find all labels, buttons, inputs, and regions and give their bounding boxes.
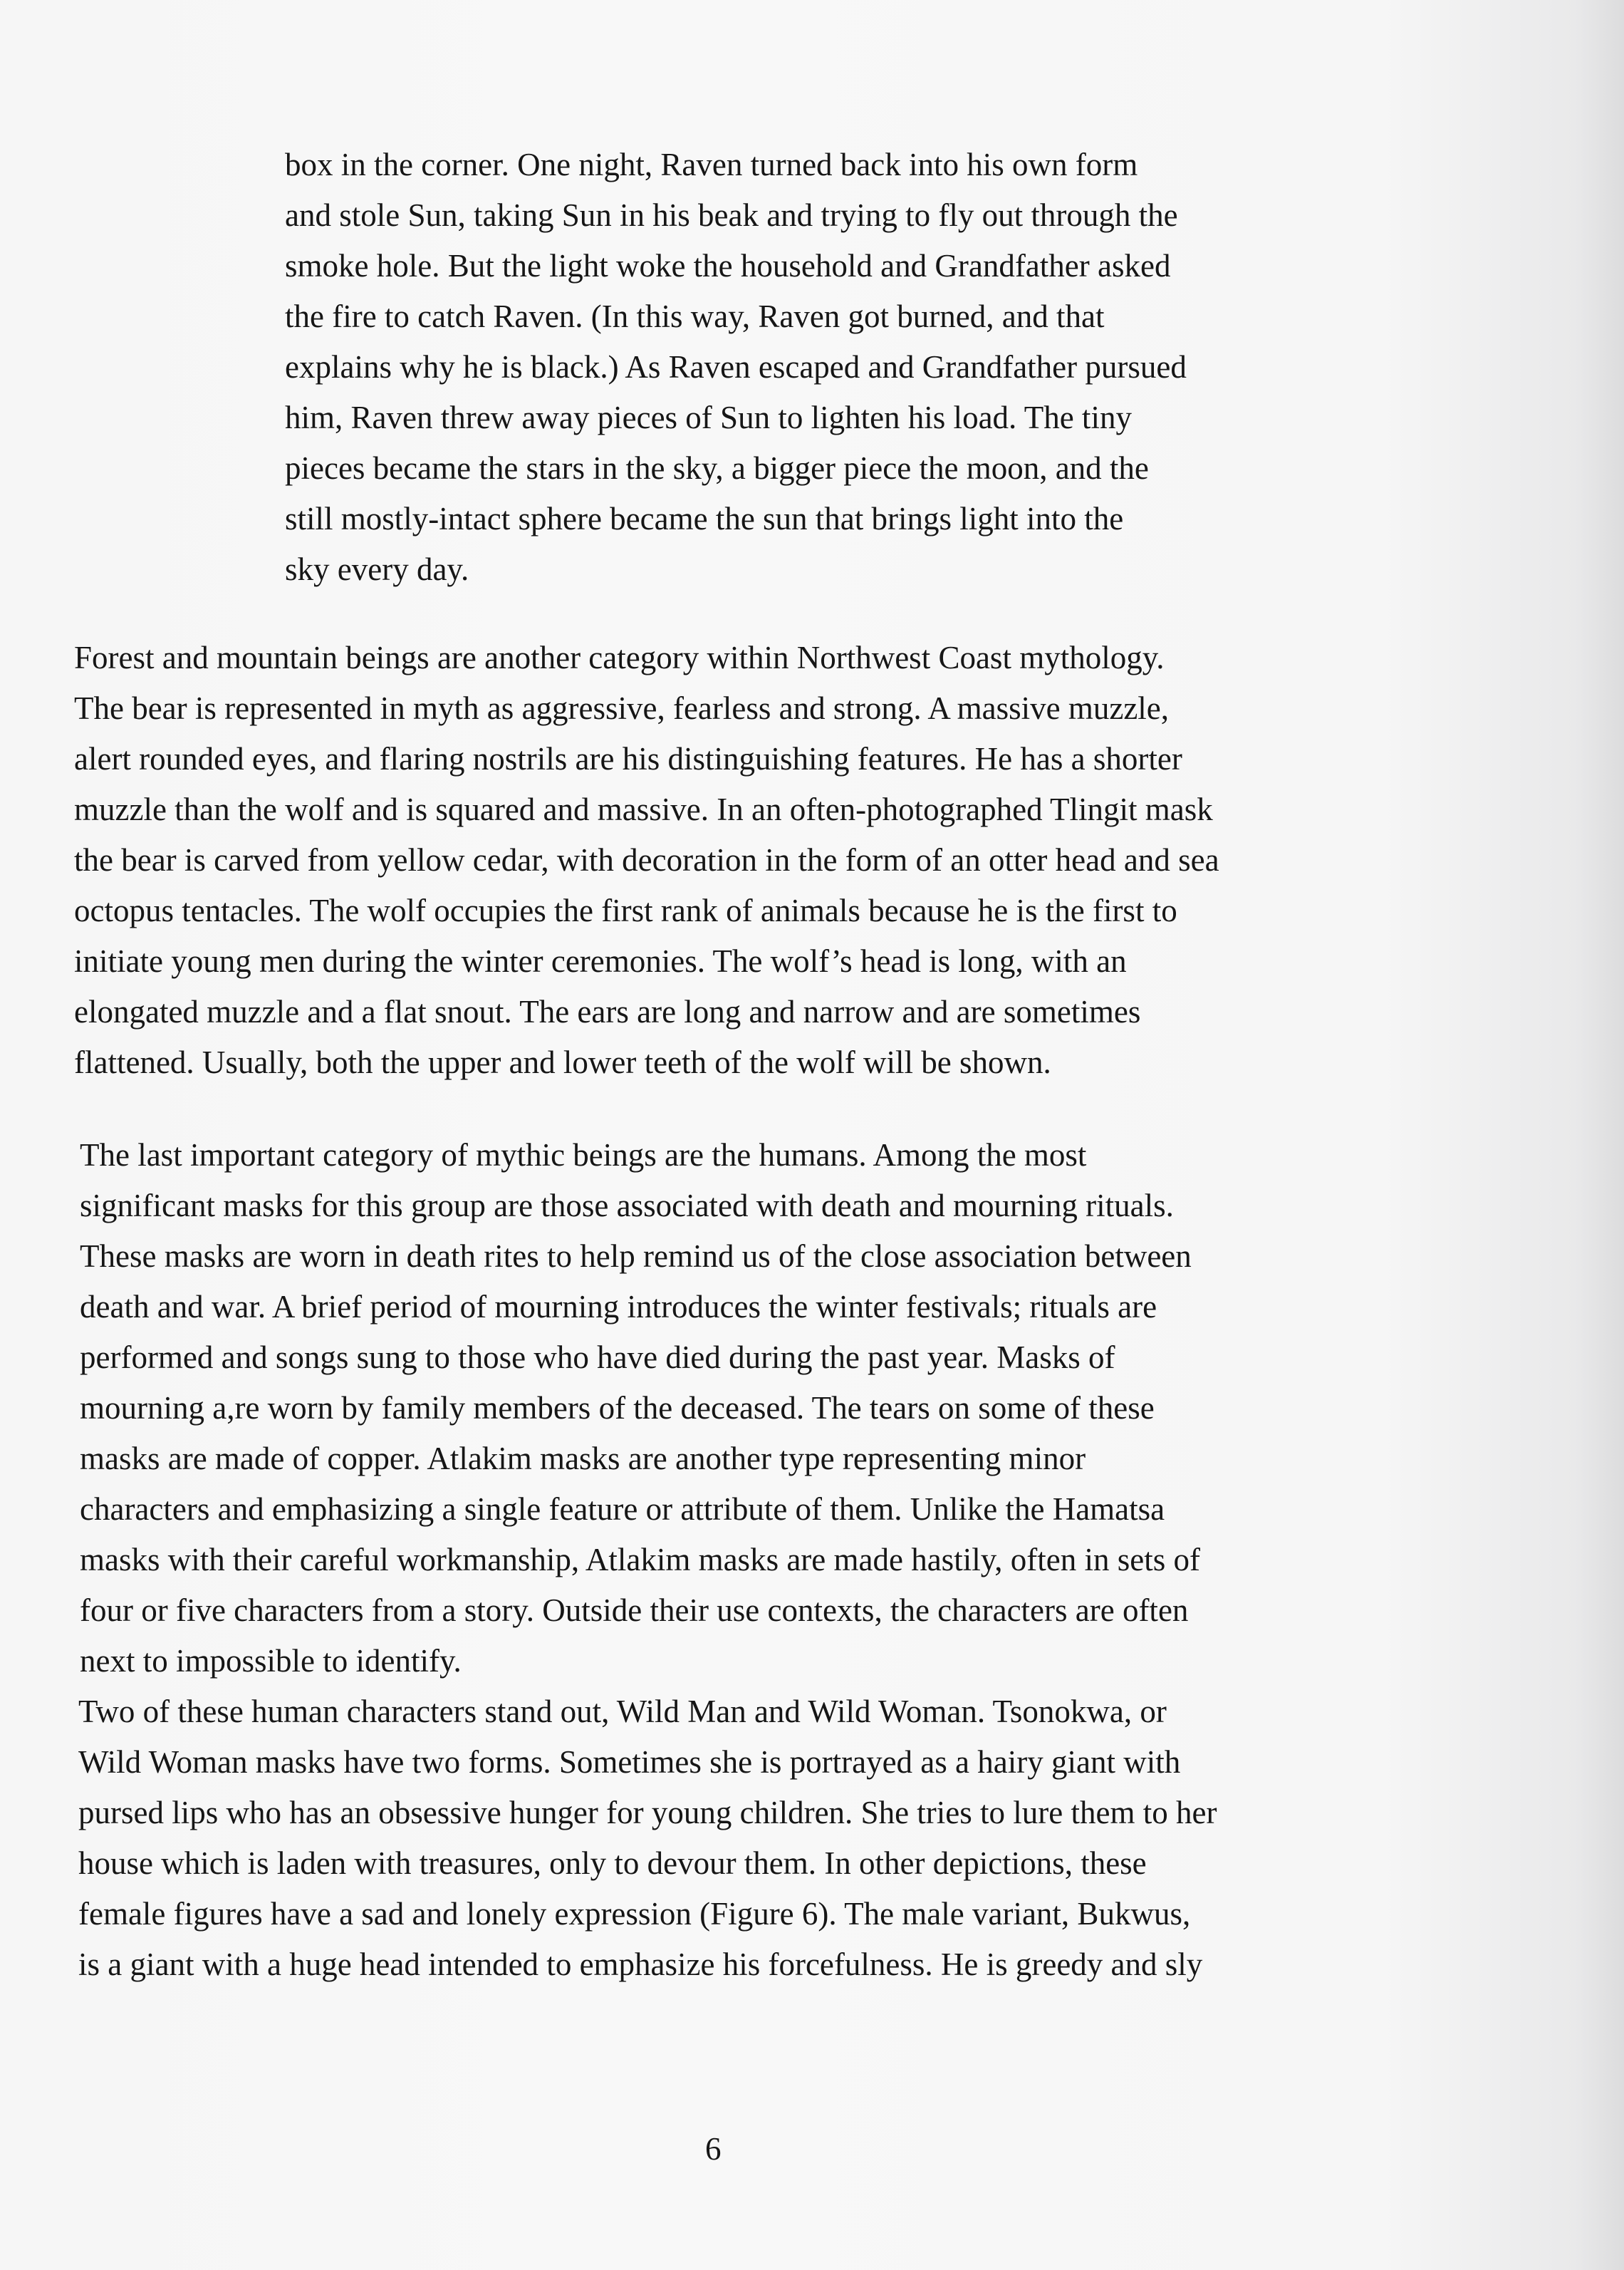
quote-line: him, Raven threw away pieces of Sun to lighten his load. The tiny xyxy=(285,400,1132,435)
quote-line: the fire to catch Raven. (In this way, Raven got burned, and that xyxy=(285,299,1105,334)
block-quote-raven xyxy=(285,140,1187,595)
paragraph-forest-beings xyxy=(74,633,1219,1088)
paragraph-human-beings xyxy=(80,1130,1200,1686)
paragraph-line: muzzle than the wolf and is squared and massive. In an often-photographed Tlingit mask xyxy=(74,792,1213,827)
paragraph-line: These masks are worn in death rites to help remind us of the close association between xyxy=(80,1238,1192,1274)
quote-line: still mostly-intact sphere became the sun that brings light into the xyxy=(285,501,1124,537)
paragraph-line: flattened. Usually, both the upper and lower teeth of the wolf will be shown. xyxy=(74,1045,1051,1080)
quote-line: sky every day. xyxy=(285,551,469,587)
paragraph-wild-man-woman xyxy=(78,1686,1217,1990)
paragraph-line: alert rounded eyes, and flaring nostrils are his distinguishing features. He has a shorter xyxy=(74,741,1182,777)
paragraph-line: Wild Woman masks have two forms. Sometimes she is portrayed as a hairy giant with xyxy=(78,1744,1181,1780)
paragraph-line: The bear is represented in myth as aggressive, fearless and strong. A massive muzzle, xyxy=(74,690,1170,726)
page-number: 6 xyxy=(705,2131,722,2167)
paragraph-line: characters and emphasizing a single feature or attribute of them. Unlike the Hamatsa xyxy=(80,1491,1165,1527)
paragraph-line: octopus tentacles. The wolf occupies the first rank of animals because he is the first to xyxy=(74,893,1177,928)
paragraph-line: next to impossible to identify. xyxy=(80,1643,462,1679)
paragraph-line: elongated muzzle and a flat snout. The ears are long and narrow and are sometimes xyxy=(74,994,1141,1030)
paragraph-line: The last important category of mythic beings are the humans. Among the most xyxy=(80,1137,1087,1173)
quote-line: smoke hole. But the light woke the household and Grandfather asked xyxy=(285,248,1171,284)
paragraph-line: Two of these human characters stand out, Wild Man and Wild Woman. Tsonokwa, or xyxy=(78,1694,1167,1729)
paragraph-line: masks with their careful workmanship, Atlakim masks are made hastily, often in sets of xyxy=(80,1542,1200,1577)
paragraph-line: female figures have a sad and lonely expression (Figure 6). The male variant, Bukwus, xyxy=(78,1896,1191,1932)
quote-line: box in the corner. One night, Raven turned back into his own form xyxy=(285,147,1138,182)
paragraph-line: the bear is carved from yellow cedar, with decoration in the form of an otter head and sea xyxy=(74,842,1219,878)
paragraph-line: performed and songs sung to those who have died during the past year. Masks of xyxy=(80,1339,1115,1375)
quote-line: explains why he is black.) As Raven escaped and Grandfather pursued xyxy=(285,349,1187,385)
paragraph-line: mourning a,re worn by family members of the deceased. The tears on some of these xyxy=(80,1390,1155,1426)
paragraph-line: initiate young men during the winter ceremonies. The wolf’s head is long, with an xyxy=(74,943,1127,979)
paragraph-line: Forest and mountain beings are another category within Northwest Coast mythology. xyxy=(74,640,1165,675)
paragraph-line: four or five characters from a story. Outside their use contexts, the characters are often xyxy=(80,1592,1189,1628)
paragraph-line: masks are made of copper. Atlakim masks are another type representing minor xyxy=(80,1441,1086,1476)
quote-line: pieces became the stars in the sky, a bigger piece the moon, and the xyxy=(285,450,1149,486)
quote-line: and stole Sun, taking Sun in his beak and trying to fly out through the xyxy=(285,197,1178,233)
paragraph-line: pursed lips who has an obsessive hunger for young children. She tries to lure them to her xyxy=(78,1795,1217,1830)
paragraph-line: house which is laden with treasures, only to devour them. In other depictions, these xyxy=(78,1845,1147,1881)
paragraph-line: is a giant with a huge head intended to emphasize his forcefulness. He is greedy and sly xyxy=(78,1947,1203,1982)
paragraph-line: significant masks for this group are those associated with death and mourning rituals. xyxy=(80,1188,1174,1223)
paragraph-line: death and war. A brief period of mourning introduces the winter festivals; rituals are xyxy=(80,1289,1157,1325)
